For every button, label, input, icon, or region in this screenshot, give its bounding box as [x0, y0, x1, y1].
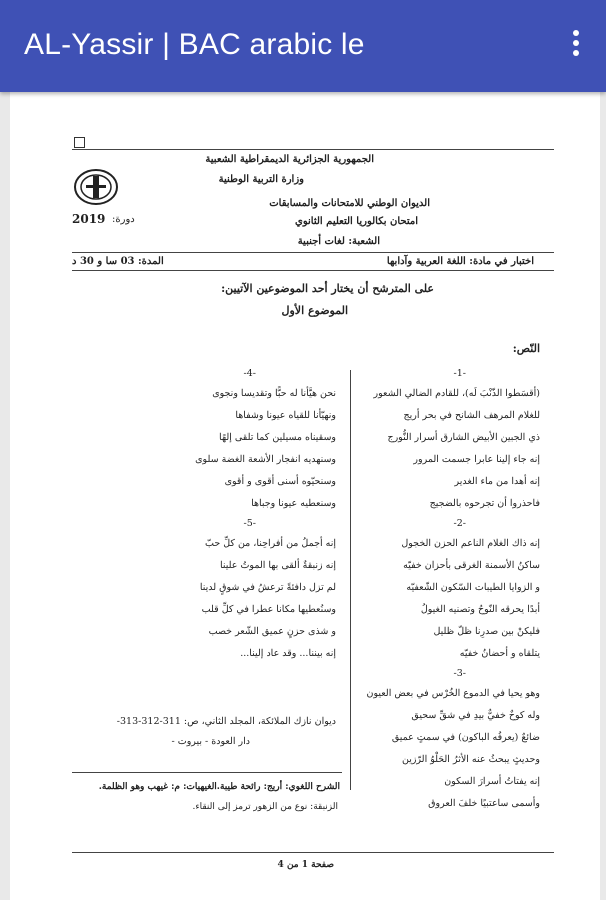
- office-title: الديوان الوطني للامتحانات والمسابقات: [269, 198, 430, 209]
- ministry-logo: [72, 167, 120, 207]
- subject-label: اختبار في مادة: اللغة العربية وآدابها: [386, 256, 534, 267]
- poem-line: وسنعطيه عيونا وجباها: [251, 498, 336, 509]
- poem-line: و شذى حزنٍ عميق الشّعر خصب: [208, 626, 336, 637]
- poem-line: وسنُعطيها مكانا عطرا في كلِّ قلب: [201, 604, 336, 615]
- stanza-number: -1-: [453, 368, 466, 379]
- app-bar: [0, 0, 606, 92]
- poem-line: و الزوايا الطيبات السّكون الشّعفيّه: [406, 582, 540, 593]
- header-top-rule: [72, 149, 554, 150]
- poem-line: إنه يفتاتُ أسرارَ السكون: [444, 776, 540, 787]
- poem-line: ضائعٌ (يعرفُه الباكون) في سمتٍ عميق: [391, 732, 540, 743]
- poem-line: وله كوخٌ خفيٌّ بيدِ في شقِّ سحيق: [411, 710, 540, 721]
- poem-line: فاحذروا أن تجرحوه بالضجيج: [429, 498, 540, 509]
- poem-line: وأسمى ساعتبيًا خلفَ العروق: [428, 798, 540, 809]
- footer-rule: [72, 852, 554, 853]
- poem-line: ذي الجبين الأبيض الشارق أسرار النُّورج: [387, 432, 540, 443]
- poem-line: إنه بيننا... وقد عاد إلينا...: [240, 648, 336, 659]
- column-divider: [350, 370, 351, 790]
- stanza-number: -2-: [453, 518, 466, 529]
- topic-title: الموضوع الأول: [281, 304, 348, 317]
- page-number: صفحة 1 من 4: [277, 860, 334, 870]
- poem-line: نحن هيَّأنا له حبًّا وتقديسا ونجوى: [212, 388, 336, 399]
- more-vert-icon[interactable]: [564, 30, 588, 62]
- poem-line: وحديثٍ يبحثُ عنه الأثرُ الحَلْوُ الرّزين: [401, 754, 540, 765]
- stanza-number: -5-: [243, 518, 256, 529]
- exam-document: [10, 92, 600, 900]
- poem-line: وهو يحيا في الدموع الخُرْس في بعض العيون: [366, 688, 540, 699]
- poem-line: إنه زنبقةٌ ألقى بها الموتُ علينا: [220, 560, 336, 571]
- poem-line: إنه ذاك الغلام الناعم الحزن الخجول: [401, 538, 540, 549]
- header-mid-rule: [72, 252, 554, 253]
- glossary-line: الزنبقة: نوع من الزهور ترمز إلى النقاء.: [192, 802, 338, 812]
- poem-line: فليكنْ بين صدرِنا ظلّ ظليل: [433, 626, 540, 637]
- app-title: AL-Yassir | BAC arabic le: [24, 28, 365, 61]
- poem-line: إنه أجملُ من أفراحِنا، من كلِّ حبّ: [204, 538, 336, 549]
- glossary-top-rule: [72, 772, 342, 773]
- poem-line: ساكنُ الأسمنة الغرقى بأحزان خفيّه: [403, 560, 540, 571]
- poem-line: وسنحيّوه أسنى أقوى و أقوى: [224, 476, 336, 487]
- branch-label: الشعبة: لغات أجنبية: [297, 236, 380, 247]
- poem-line: لم تزل دافئةً ترعشُ في شوقٍ لدينا: [199, 582, 336, 593]
- poem-line: ونهيّأنا للقياه عيونا وشفاها: [235, 410, 336, 421]
- duration-label: المدة: 03 سا و 30 د: [72, 256, 164, 267]
- checkbox-icon[interactable]: [74, 137, 85, 148]
- glossary-line: الشرح اللغوي: أريج: رائحة طيبة.الغيهيات: م: غيهب وهو الظلمة.: [98, 782, 340, 792]
- poem-line: إنه أهدا من ماء الغدير: [454, 476, 540, 487]
- stanza-number: -3-: [453, 668, 466, 679]
- source-citation: ديوان نازك الملائكة، المجلد الثاني، ص: 311-312-313-: [116, 716, 336, 727]
- text-label: النّص:: [512, 342, 540, 355]
- poem-line: إنه جاء إلينا عابرا جسمت المرور: [413, 454, 540, 465]
- poem-line: (أقسَطوا الذّنْبَ لَه)، للقادم الضالي الشعور: [373, 388, 540, 399]
- stanza-number: -4-: [243, 368, 256, 379]
- session-year: 2019: [72, 212, 106, 226]
- poem-line: وسقيناه مسيلين كما تلقى إلهًا: [219, 432, 336, 443]
- poem-line: أبدًا يحرقه النّوحُ وتصنيه الغيولُ: [420, 604, 540, 615]
- session-label: دورة:: [112, 214, 135, 225]
- exam-title: امتحان بكالوريا التعليم الثانوي: [295, 216, 418, 227]
- republic-title: الجمهورية الجزائرية الديمقراطية الشعبية: [205, 154, 374, 165]
- poem-line: يتلقاه و أحضانُ خفيّه: [459, 648, 540, 659]
- poem-line: للغلام المرهف الشانح في بحر أريج: [403, 410, 540, 421]
- instruction-text: على المترشح أن يختار أحد الموضوعين الآتيين:: [221, 282, 434, 295]
- header-bottom-rule: [72, 270, 554, 271]
- ministry-title: وزارة التربية الوطنية: [218, 174, 304, 185]
- document-page[interactable]: [10, 92, 600, 900]
- source-publisher: دار العودة - بيروت -: [171, 736, 250, 747]
- poem-line: وسنهديه انفجار الأشعة الغضة سلوى: [195, 454, 336, 465]
